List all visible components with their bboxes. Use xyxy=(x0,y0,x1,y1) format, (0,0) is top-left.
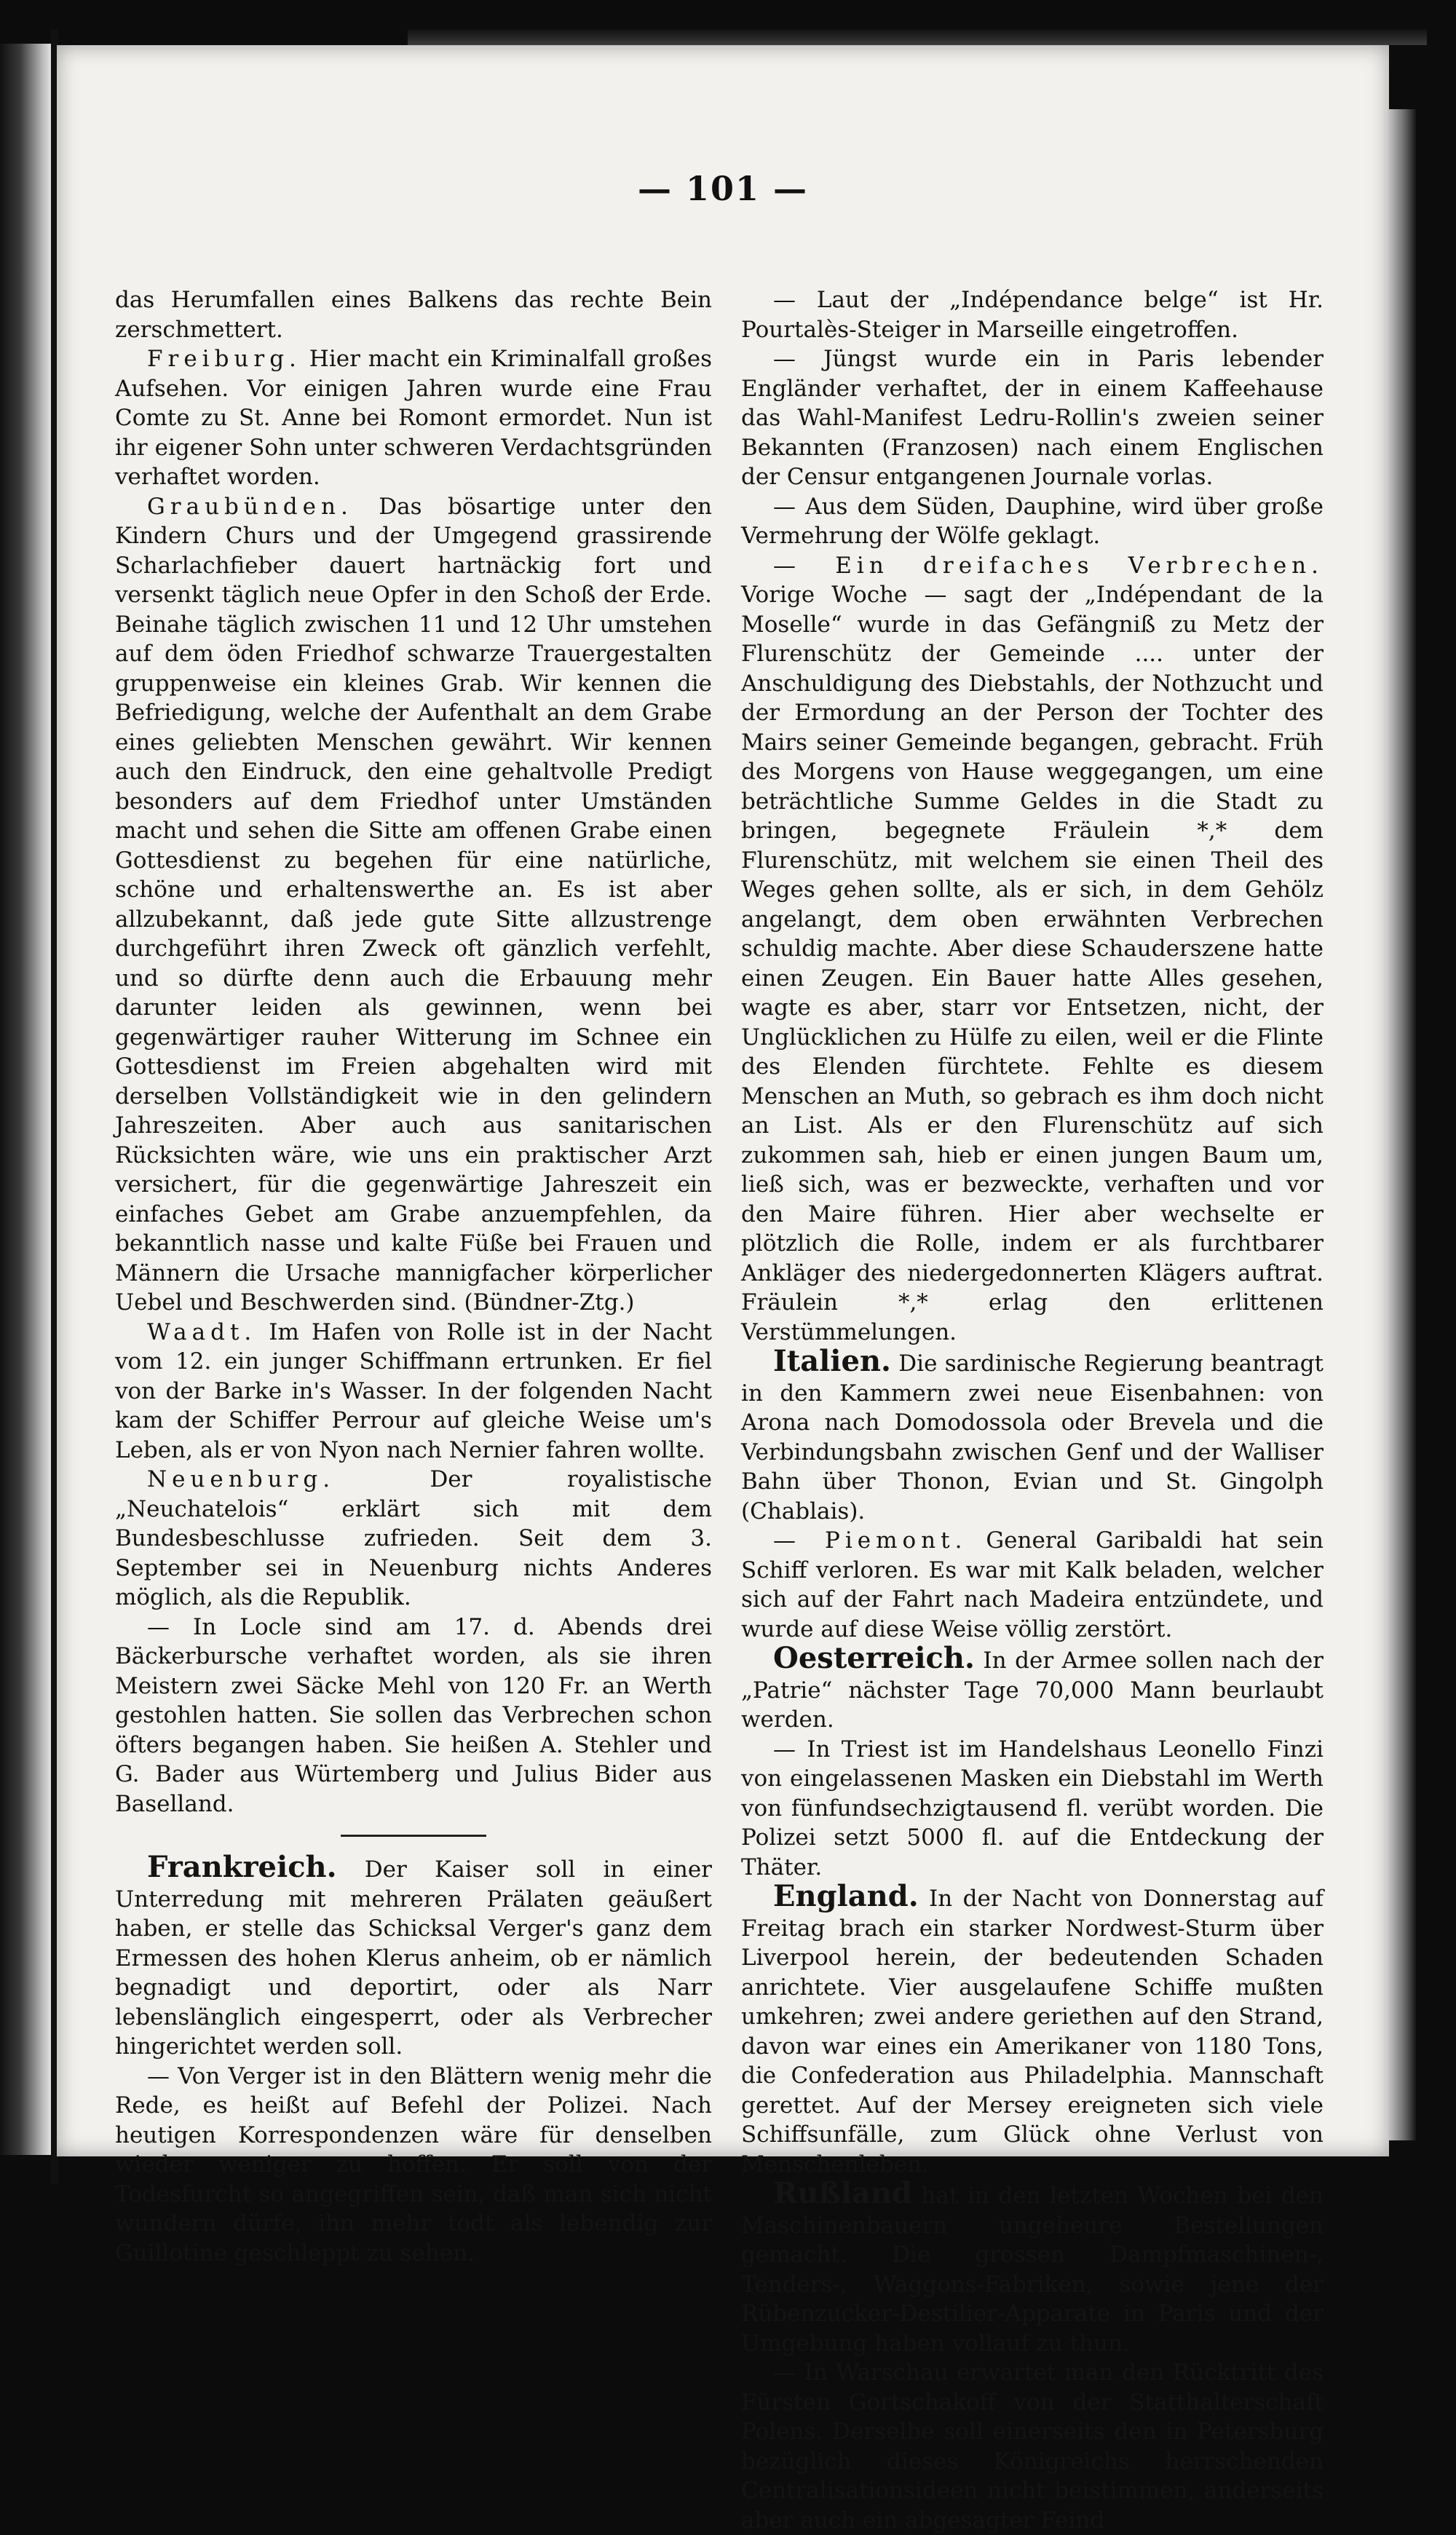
page-number: — 101 — xyxy=(637,169,809,208)
paragraph-text: Vorige Woche — sagt der „Indépendant de la Moselle“ wurde in das Gefängniß zu Metz der Flurenschütz der Gemeinde .... unter der Anschuldigung des Diebstahls, der Nothzucht und der Ermordung an der Person der Tochter des Mairs seiner Gemeinde begangen, gebracht. Früh des Morgens von Hause weggegangen, um eine beträchtliche Summe Geldes in die Stadt zu bringen, begegnete Fräulein *,* dem Flurenschütz, mit welchem sie einen Theil des Weges gehen sollte, als er sich, in dem Gehölz angelangt, dem oben erwähnten Verbrechen schuldig machte. Aber diese Schauderszene hatte einen Zeugen. Ein Bauer hatte Alles gesehen, wagte es aber, starr vor Entsetzen, nicht, der Unglücklichen zu Hülfe zu eilen, weil er die Flinte des Elenden fürchtete. Fehlte es diesem Menschen an Muth, so gebrach es ihm doch nicht an List. Als er den Flurenschütz auf sich zukommen sah, hieb er einen jungen Baum um, ließ sich, was er bezweckte, verhaften und vor den Maire führen. Hier aber wechselte er plötzlich die Rolle, indem er als furchtbarer Ankläger des niedergedonnerten Klägers auftrat. Fräulein *,* erlag den erlittenen Verstümmelungen. xyxy=(741,582,1324,1345)
country-heading: Frankreich. xyxy=(147,1850,337,1884)
paragraph-text: Im Hafen von Rolle ist in der Nacht vom 12. ein junger Schiffmann ertrunken. Er fiel von der Barke in's Wasser. In der folgenden Nacht kam der Schiffer Perrour auf gleiche Weise um's Leben, als er von Nyon nach Nernier fahren wollte. xyxy=(115,1318,712,1463)
article-paragraph xyxy=(741,1641,1324,1735)
article-paragraph xyxy=(115,492,712,1318)
country-heading: Oesterreich. xyxy=(773,1641,975,1675)
paragraph-text: — In Warschau erwartet man den Rücktritt des Fürsten Gortschakoff von der Statthalterschaft Polens. Derselbe soll einerseits den in Petersburg bezüglich dieses Königreichs herrschenden Centralisationsideen nicht beistimmen, anderseits aber auch ein abgesagter Feind xyxy=(741,2360,1324,2534)
article-paragraph xyxy=(115,1613,712,1819)
article-paragraph xyxy=(115,285,712,344)
paragraph-text: — In Locle sind am 17. d. Abends drei Bäckerbursche verhaftet worden, als sie ihren Meistern zwei Säcke Mehl von 120 Fr. an Werth gestohlen hatten. Sie sollen das Verbrechen schon öfters begangen haben. Sie heißen A. Stehler und G. Bader aus Würtemberg und Julius Bider aus Baselland. xyxy=(115,1613,712,1817)
paragraph-text: General Garibaldi hat sein Schiff verloren. Es war mit Kalk beladen, welcher sich auf der Fahrt nach Madeira entzündete, und wurde auf diese Weise völlig zerstört. xyxy=(741,1527,1324,1642)
section-heading: Graubünden. xyxy=(147,493,353,520)
paragraph-text: In der Armee sollen nach der „Patrie“ nächster Tage 70,000 Mann beurlaubt werden. xyxy=(741,1648,1324,1733)
paragraph-text: — Laut der „Indépendance belge“ ist Hr. Pourtalès-Steiger in Marseille eingetroffen. xyxy=(741,287,1324,343)
section-heading: — Piemont. xyxy=(773,1527,968,1554)
article-paragraph xyxy=(115,1465,712,1613)
article-paragraph xyxy=(741,1344,1324,1526)
page-right-edge xyxy=(1387,109,1416,2140)
article-paragraph xyxy=(741,285,1324,344)
paragraph-text: Die sardinische Regierung beantragt in den Kammern zwei neue Eisenbahnen: von Arona nach Domodossola oder Brevela und die Verbindungsbahn zwischen Genf und der Walliser Bahn über Thonon, Evian und St. Gingolph (Chablais). xyxy=(741,1350,1324,1524)
article-paragraph xyxy=(741,2176,1324,2358)
article-paragraph xyxy=(115,344,712,492)
article-paragraph xyxy=(741,1526,1324,1644)
article-paragraph xyxy=(741,492,1324,551)
article-paragraph xyxy=(741,344,1324,492)
article-paragraph xyxy=(741,2358,1324,2535)
newspaper-page xyxy=(57,45,1389,2534)
article-paragraph xyxy=(115,1318,712,1466)
paragraph-text: Der royalistische „Neuchatelois“ erklärt sich mit dem Bundesbeschlusse zufrieden. Seit dem 3. September sei in Neuenburg nichts Anderes möglich, als die Republik. xyxy=(115,1466,712,1610)
paragraph-text: — In Triest ist im Handelshaus Leonello Finzi von eingelassenen Masken ein Diebstahl im Werth von fünfundsechzigtausend fl. verübt worden. Die Polizei setzt 5000 fl. auf die Entdeckung der Thäter. xyxy=(741,1736,1324,1881)
section-heading: Neuenburg. xyxy=(147,1466,336,1492)
paragraph-text: Das bösartige unter den Kindern Churs und der Umgegend grassirende Scharlachfieber dauert hartnäckig fort und versenkt täglich neue Opfer in den Schoß der Erde. Beinahe täglich zwischen 11 und 12 Uhr umstehen auf dem öden Friedhof schwarze Trauergestalten gruppenweise ein kleines Grab. Wir kennen die Befriedigung, welche der Aufenthalt an dem Grabe eines geliebten Menschen gewährt. Wir kennen auch den Eindruck, den eine gehaltvolle Predigt besonders auf dem Friedhof unter Umständen macht und sehen die Sitte am offenen Grabe einen Gottesdienst zu begehen für eine natürliche, schöne und erhaltenswerthe an. Es ist aber allzubekannt, daß jede gute Sitte allzustrenge durchgeführt ihren Zweck oft gänzlich verfehlt, und so dürfte denn auch die Erbauung mehr darunter leiden als gewinnen, wenn bei gegenwärtiger rauher Witterung im Schnee ein Gottesdienst im Freien abgehalten wird mit derselben Vollständigkeit wie in den gelindern Jahreszeiten. Aber auch aus sanitarischen Rücksichten wäre, wie uns ein praktischer Arzt versichert, für die gegenwärtige Jahreszeit ein einfaches Gebet am Grabe anzuempfehlen, da bekanntlich nasse und kalte Füße bei Frauen und Männern die Ursache mannigfacher körperlicher Uebel und Beschwerden sind. (Bündner-Ztg.) xyxy=(115,493,712,1316)
paragraph-text: — Von Verger ist in den Blättern wenig mehr die Rede, es heißt auf Befehl der Polizei. Nach heutigen Korrespondenzen wäre für denselben wieder weniger zu hoffen. Er soll von der Todesfurcht so angegriffen sein, daß man sich nicht wundern dürfe, ihn mehr todt als lebendig zur Guillotine geschleppt zu sehen. xyxy=(115,2063,712,2266)
left-page-edge xyxy=(0,44,51,2155)
paragraph-text: Der Kaiser soll in einer Unterredung mit mehreren Prälaten geäußert haben, er stelle das Schicksal Verger's ganz dem Ermessen des hohen Klerus anheim, ob er nämlich begnadigt und deportirt, oder als Narr lebenslänglich eingesperrt, oder als Verbrecher hingerichtet werden soll. xyxy=(115,1856,712,2060)
section-heading: — Ein dreifaches Verbrechen. xyxy=(773,552,1324,579)
paragraph-text: Hier macht ein Kriminalfall großes Aufsehen. Vor einigen Jahren wurde eine Frau Comte zu St. Anne bei Romont ermordet. Nun ist ihr eigener Sohn unter schweren Verdachtsgründen verhaftet worden. xyxy=(115,346,712,490)
article-paragraph xyxy=(741,1735,1324,1883)
article-paragraph xyxy=(115,2062,712,2269)
right-column xyxy=(741,285,1324,2535)
section-heading: Freiburg. xyxy=(147,346,301,372)
section-heading: Waadt. xyxy=(147,1318,257,1345)
paragraph-text: — Aus dem Süden, Dauphine, wird über große Vermehrung der Wölfe geklagt. xyxy=(741,493,1324,549)
article-paragraph xyxy=(741,551,1324,1348)
section-divider xyxy=(341,1835,486,1837)
article-paragraph xyxy=(741,1879,1324,2179)
article-paragraph xyxy=(115,1850,712,2062)
paragraph-text: In der Nacht von Donnerstag auf Freitag brach ein starker Nordwest-Sturm über Liverpool herein, der bedeutenden Schaden anrichtete. Vier ausgelaufene Schiffe mußten umkehren; zwei andere geriethen auf den Strand, davon war eines ein Amerikaner von 1180 Tons, die Confederation aus Philadelphia. Mannschaft gerettet. Auf der Mersey ereigneten sich viele Schiffsunfälle, zum Glück ohne Verlust von Menschenleben. xyxy=(741,1886,1324,2178)
left-column xyxy=(115,285,712,2268)
country-heading: Italien. xyxy=(773,1344,891,1378)
paragraph-text: das Herumfallen eines Balkens das rechte Bein zerschmettert. xyxy=(115,287,712,343)
country-heading: Rußland xyxy=(773,2176,912,2210)
page-top-edge xyxy=(408,29,1427,45)
country-heading: England. xyxy=(773,1879,919,1913)
paragraph-text: — Jüngst wurde ein in Paris lebender Engländer verhaftet, der in einem Kaffeehause das Wahl-Manifest Ledru-Rollin's zweien seiner Bekannten (Franzosen) nach einem Englischen der Censur entgangenen Journale vorlas. xyxy=(741,346,1324,490)
paragraph-text: hat in den letzten Wochen bei den Maschinenbauern ungeheure Bestellungen gemacht. Die grossen Dampfmaschinen-, Tenders-, Waggons-Fabriken, sowie jene der Rübenzucker-Destilier-Apparate in Paris und der Umgebung haben vollauf zu thun. xyxy=(741,2183,1324,2357)
